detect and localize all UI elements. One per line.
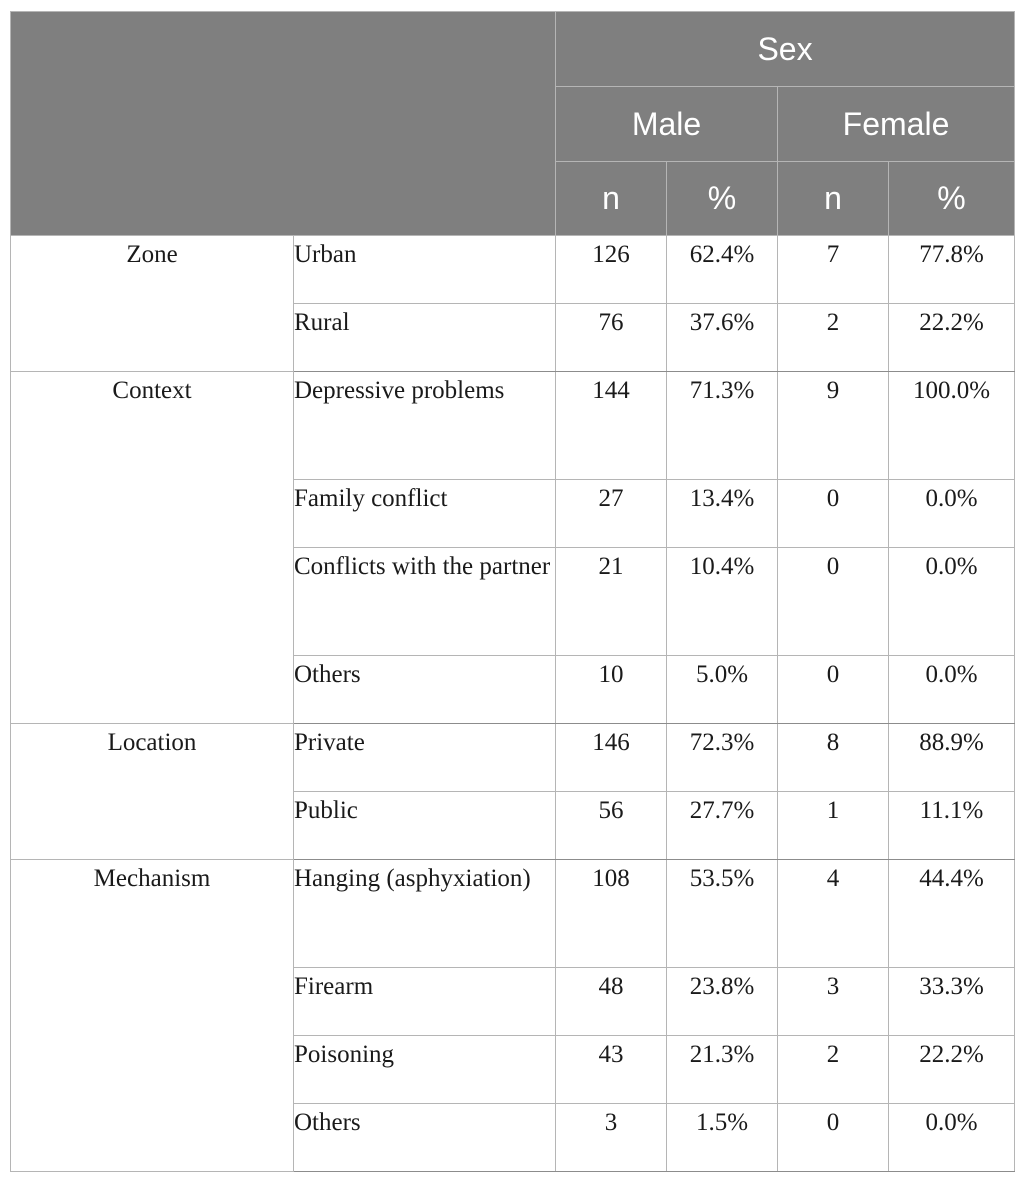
female-n: 7	[778, 236, 889, 304]
male-n: 108	[556, 860, 667, 968]
group-label-location: Location	[11, 724, 294, 860]
female-n: 0	[778, 656, 889, 724]
row-label: Conflicts with the partner	[294, 548, 556, 656]
male-pct: 1.5%	[667, 1104, 778, 1172]
female-n: 0	[778, 1104, 889, 1172]
male-n: 10	[556, 656, 667, 724]
male-n: 126	[556, 236, 667, 304]
sex-distribution-table	[10, 11, 1015, 1172]
female-pct: 88.9%	[889, 724, 1015, 792]
row-label: Family conflict	[294, 480, 556, 548]
female-n: 9	[778, 372, 889, 480]
row-label: Others	[294, 1104, 556, 1172]
header-male-n: n	[556, 162, 667, 236]
female-pct: 0.0%	[889, 480, 1015, 548]
header-male: Male	[556, 87, 778, 162]
female-pct: 22.2%	[889, 1036, 1015, 1104]
female-n: 8	[778, 724, 889, 792]
header-male-pct: %	[667, 162, 778, 236]
table-row	[11, 372, 1015, 480]
male-n: 144	[556, 372, 667, 480]
row-label: Urban	[294, 236, 556, 304]
male-pct: 23.8%	[667, 968, 778, 1036]
male-n: 48	[556, 968, 667, 1036]
female-pct: 0.0%	[889, 1104, 1015, 1172]
male-pct: 71.3%	[667, 372, 778, 480]
female-n: 4	[778, 860, 889, 968]
male-pct: 10.4%	[667, 548, 778, 656]
header-corner	[11, 12, 556, 236]
male-pct: 5.0%	[667, 656, 778, 724]
female-pct: 77.8%	[889, 236, 1015, 304]
female-pct: 100.0%	[889, 372, 1015, 480]
female-n: 0	[778, 548, 889, 656]
female-pct: 0.0%	[889, 548, 1015, 656]
male-pct: 13.4%	[667, 480, 778, 548]
male-pct: 62.4%	[667, 236, 778, 304]
row-label: Others	[294, 656, 556, 724]
male-n: 146	[556, 724, 667, 792]
header-female: Female	[778, 87, 1015, 162]
female-n: 0	[778, 480, 889, 548]
male-n: 56	[556, 792, 667, 860]
female-pct: 11.1%	[889, 792, 1015, 860]
row-label: Hanging (asphyxiation)	[294, 860, 556, 968]
row-label: Public	[294, 792, 556, 860]
male-n: 3	[556, 1104, 667, 1172]
male-n: 76	[556, 304, 667, 372]
male-n: 43	[556, 1036, 667, 1104]
row-label: Private	[294, 724, 556, 792]
female-n: 1	[778, 792, 889, 860]
male-n: 21	[556, 548, 667, 656]
male-n: 27	[556, 480, 667, 548]
row-label: Rural	[294, 304, 556, 372]
male-pct: 21.3%	[667, 1036, 778, 1104]
male-pct: 27.7%	[667, 792, 778, 860]
header-female-n: n	[778, 162, 889, 236]
row-label: Poisoning	[294, 1036, 556, 1104]
row-label: Firearm	[294, 968, 556, 1036]
female-pct: 22.2%	[889, 304, 1015, 372]
row-label: Depressive problems	[294, 372, 556, 480]
table-header	[11, 12, 1015, 236]
header-sex: Sex	[556, 12, 1015, 87]
table-row	[11, 724, 1015, 792]
female-n: 2	[778, 304, 889, 372]
female-n: 2	[778, 1036, 889, 1104]
male-pct: 53.5%	[667, 860, 778, 968]
female-pct: 44.4%	[889, 860, 1015, 968]
female-pct: 33.3%	[889, 968, 1015, 1036]
group-label-zone: Zone	[11, 236, 294, 372]
female-n: 3	[778, 968, 889, 1036]
male-pct: 72.3%	[667, 724, 778, 792]
table-row	[11, 860, 1015, 968]
header-female-pct: %	[889, 162, 1015, 236]
group-label-context: Context	[11, 372, 294, 724]
female-pct: 0.0%	[889, 656, 1015, 724]
table-row	[11, 236, 1015, 304]
male-pct: 37.6%	[667, 304, 778, 372]
table-body	[11, 236, 1015, 1172]
group-label-mechanism: Mechanism	[11, 860, 294, 1172]
